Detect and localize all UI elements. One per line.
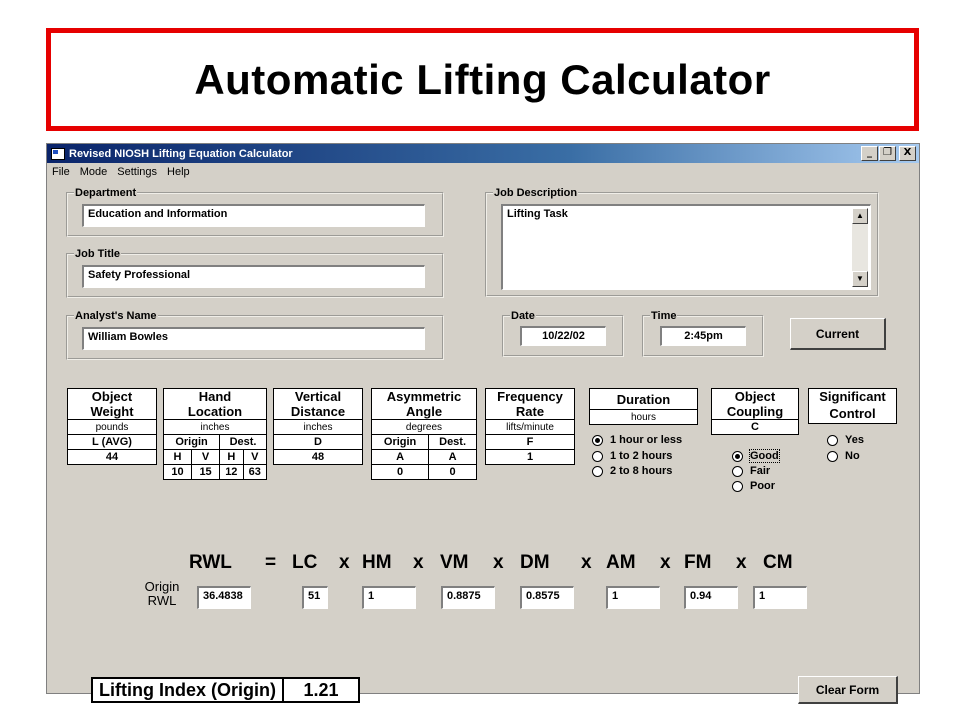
duration-option-1[interactable] (592, 434, 682, 446)
object-coupling-h1: Object (712, 389, 799, 405)
significant-control-h1: Significant (809, 389, 897, 405)
control-option-yes-label: Yes (845, 434, 864, 446)
dm-result[interactable]: 0.8575 (520, 586, 574, 609)
duration-option-1-label: 1 hour or less (610, 434, 683, 446)
radio-icon[interactable] (732, 466, 743, 477)
coupling-option-fair[interactable] (732, 465, 770, 477)
hand-location-h1: Hand (164, 389, 267, 405)
scroll-down-icon[interactable]: ▼ (852, 271, 868, 287)
hand-origin-v-value[interactable]: 15 (192, 465, 220, 480)
am-result[interactable]: 1 (606, 586, 660, 609)
angle-origin-label: Origin (372, 435, 429, 450)
menu-settings[interactable]: Settings (117, 165, 158, 178)
duration-option-2[interactable] (592, 450, 672, 462)
job-description-scrollbar[interactable] (852, 208, 868, 287)
eq-x3: x (493, 552, 504, 573)
radio-selected-icon[interactable] (592, 435, 603, 446)
object-coupling-table (711, 388, 799, 435)
hand-location-h2: Location (164, 404, 267, 420)
job-description-label: Job Description (494, 187, 578, 199)
close-button[interactable]: X (899, 146, 916, 161)
hand-dest-v-value[interactable]: 63 (243, 465, 266, 480)
frequency-rate-h2: Rate (486, 404, 575, 420)
frequency-rate-unit: lifts/minute (486, 420, 575, 435)
hm-result[interactable]: 1 (362, 586, 416, 609)
maximize-button[interactable]: ❐ (879, 146, 896, 161)
app-window (46, 143, 920, 700)
job-title-label: Job Title (75, 248, 121, 260)
coupling-option-good-label: Good (750, 450, 779, 462)
client-area (47, 180, 919, 700)
frequency-rate-value[interactable]: 1 (486, 450, 575, 465)
job-description-field[interactable] (501, 204, 871, 290)
eq-x4: x (581, 552, 592, 573)
significant-control-h2: Control (809, 404, 897, 424)
significant-control-table (808, 388, 897, 424)
angle-origin-a-label: A (372, 450, 429, 465)
duration-table (589, 388, 698, 425)
coupling-option-good[interactable] (732, 450, 779, 462)
eq-x2: x (413, 552, 424, 573)
eq-rwl: RWL (189, 552, 232, 573)
object-weight-col: L (AVG) (68, 435, 157, 450)
vertical-distance-table (273, 388, 363, 465)
menu-mode[interactable]: Mode (79, 165, 108, 178)
lc-result[interactable]: 51 (302, 586, 328, 609)
origin-label-line2: RWL (147, 593, 177, 608)
hand-origin-label: Origin (164, 435, 220, 450)
time-label: Time (651, 310, 677, 322)
fm-result[interactable]: 0.94 (684, 586, 738, 609)
eq-x5: x (660, 552, 671, 573)
vertical-distance-h2: Distance (274, 404, 363, 420)
vertical-distance-h1: Vertical (274, 389, 363, 405)
coupling-option-poor-label: Poor (750, 480, 776, 492)
eq-equals: = (265, 552, 277, 573)
frequency-rate-h1: Frequency (486, 389, 575, 405)
angle-dest-a-label: A (429, 450, 477, 465)
radio-icon[interactable] (827, 451, 838, 462)
cm-result[interactable]: 1 (753, 586, 807, 609)
eq-fm: FM (684, 552, 712, 573)
vm-result[interactable]: 0.8875 (441, 586, 495, 609)
asymmetric-angle-h2: Angle (372, 404, 477, 420)
department-field[interactable]: Education and Information (82, 204, 425, 227)
radio-icon[interactable] (732, 481, 743, 492)
window-title: Revised NIOSH Lifting Equation Calculator (69, 147, 293, 160)
radio-icon[interactable] (827, 435, 838, 446)
coupling-option-fair-label: Fair (750, 465, 771, 477)
analyst-field[interactable]: William Bowles (82, 327, 425, 350)
asymmetric-angle-unit: degrees (372, 420, 477, 435)
object-weight-value[interactable]: 44 (68, 450, 157, 465)
date-label: Date (511, 310, 535, 322)
lifting-index-box (91, 677, 360, 703)
duration-option-3[interactable] (592, 465, 672, 477)
duration-option-2-label: 1 to 2 hours (610, 450, 673, 462)
duration-unit: hours (590, 410, 698, 425)
scroll-up-icon[interactable]: ▲ (852, 208, 868, 224)
origin-rwl-label (137, 580, 187, 608)
asymmetric-angle-table (371, 388, 477, 480)
clear-form-button[interactable]: Clear Form (798, 676, 898, 704)
radio-icon[interactable] (592, 451, 603, 462)
current-button[interactable]: Current (790, 318, 886, 350)
department-label: Department (75, 187, 137, 199)
duration-h1: Duration (590, 389, 698, 410)
hand-origin-h-value[interactable]: 10 (164, 465, 192, 480)
object-weight-h1: Object (68, 389, 157, 405)
coupling-option-poor[interactable] (732, 480, 775, 492)
control-option-no-label: No (845, 450, 860, 462)
menu-help[interactable]: Help (167, 165, 190, 178)
eq-cm: CM (763, 552, 793, 573)
control-option-no[interactable] (827, 450, 860, 462)
date-field[interactable]: 10/22/02 (520, 326, 606, 346)
frequency-rate-col: F (486, 435, 575, 450)
hand-dest-h-label: H (220, 450, 243, 465)
radio-icon[interactable] (592, 466, 603, 477)
job-title-field[interactable]: Safety Professional (82, 265, 425, 288)
lifting-index-value: 1.21 (303, 680, 339, 700)
eq-hm: HM (362, 552, 392, 573)
app-icon (51, 148, 65, 160)
rwl-result[interactable]: 36.4838 (197, 586, 251, 609)
origin-label-line1: Origin (144, 579, 180, 594)
job-description-text: Lifting Task (507, 208, 568, 220)
vertical-distance-value[interactable]: 48 (274, 450, 363, 465)
control-option-yes[interactable] (827, 434, 864, 446)
slide-title: Automatic Lifting Calculator (194, 55, 771, 103)
object-coupling-h2: Coupling (712, 404, 799, 420)
object-weight-h2: Weight (68, 404, 157, 420)
object-coupling-col: C (712, 420, 799, 435)
duration-option-3-label: 2 to 8 hours (610, 465, 673, 477)
hand-origin-h-label: H (164, 450, 192, 465)
hand-location-unit: inches (164, 420, 267, 435)
angle-dest-value[interactable]: 0 (429, 465, 477, 480)
vertical-distance-col: D (274, 435, 363, 450)
frequency-rate-table (485, 388, 575, 465)
object-weight-unit: pounds (68, 420, 157, 435)
eq-x6: x (736, 552, 747, 573)
vertical-distance-unit: inches (274, 420, 363, 435)
object-weight-table (67, 388, 157, 465)
radio-selected-icon[interactable] (732, 451, 743, 462)
hand-location-table (163, 388, 267, 480)
menu-file[interactable]: File (52, 165, 70, 178)
hand-dest-label: Dest. (220, 435, 267, 450)
lifting-index-label: Lifting Index (Origin) (93, 679, 284, 701)
minimize-button[interactable]: _ (861, 146, 878, 161)
eq-x1: x (339, 552, 350, 573)
hand-dest-v-label: V (243, 450, 266, 465)
analyst-label: Analyst's Name (75, 310, 157, 322)
slide-title-box (46, 28, 919, 131)
hand-dest-h-value[interactable]: 12 (220, 465, 243, 480)
angle-dest-label: Dest. (429, 435, 477, 450)
eq-lc: LC (292, 552, 318, 573)
menu-bar (47, 163, 919, 180)
hand-origin-v-label: V (192, 450, 220, 465)
time-field[interactable]: 2:45pm (660, 326, 746, 346)
window-titlebar[interactable] (47, 144, 919, 163)
eq-am: AM (606, 552, 636, 573)
asymmetric-angle-h1: Asymmetric (372, 389, 477, 405)
eq-dm: DM (520, 552, 550, 573)
eq-vm: VM (440, 552, 469, 573)
angle-origin-value[interactable]: 0 (372, 465, 429, 480)
